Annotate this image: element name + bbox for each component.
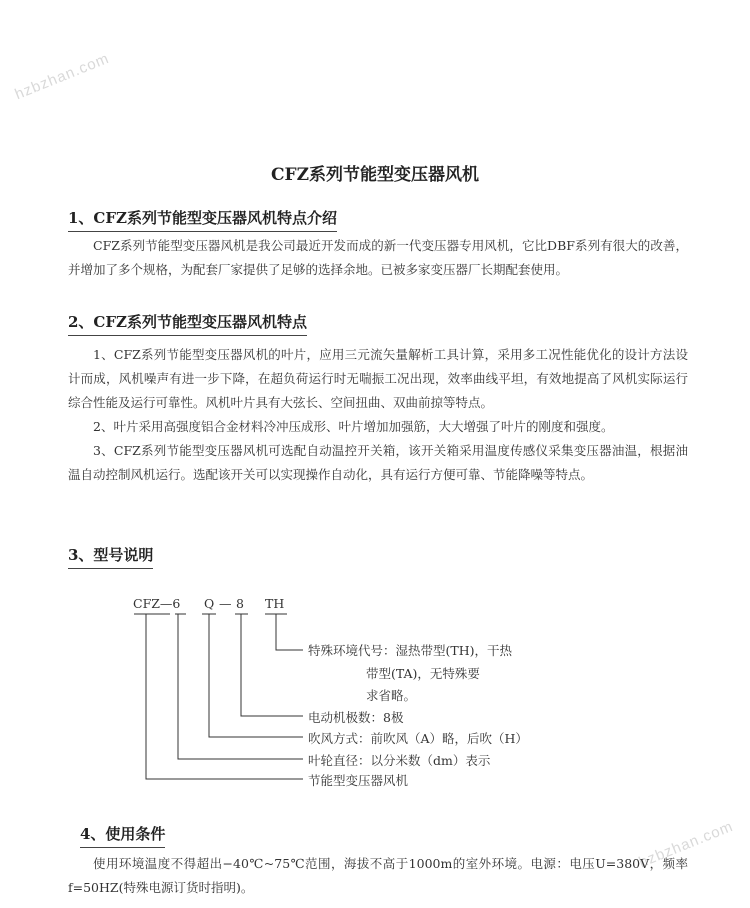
model-code-cfz6: CFZ—6 [133,596,181,611]
section-1-paragraph: CFZ系列节能型变压器风机是我公司最近开发而成的新一代变压器专用风机，它比DBF系列有很大的改善，并增加了多个规格，为配套厂家提供了足够的选择余地。已被多家变压器厂长期配套使用。 [68,238,688,277]
label-fan-type: 节能型变压器风机 [308,773,409,788]
model-code-q: Q [204,596,215,611]
watermark: hzbzhan.com [12,49,112,104]
list-item: 3、CFZ系列节能型变压器风机可选配自动温控开关箱，该开关箱采用温度传感仪采集变压器油温，根据油温自动控制风机运行。选配该开关可以实现操作自动化，具有运行方便可靠、节能降噪等特点。 [68,443,688,482]
label-special-env-2: 带型(TA)，无特殊要 [366,666,480,681]
list-item: 1、CFZ系列节能型变压器风机的叶片，应用三元流矢量解析工具计算，采用多工况性能优化的设计方法设计而成，风机噪声有进一步下降，在超负荷运行时无喘振工况出现，效率曲线平坦，有效地提高了风机实际运行综合性能及运行可靠性。风机叶片具有大弦长、空间扭曲、双曲前掠等特点。 [68,347,688,410]
model-code-8: 8 [236,596,244,611]
watermark: hzbzhan.com [636,817,736,872]
label-special-env-3: 求省略。 [366,688,417,703]
label-blow-direction: 吹风方式：前吹风（A）略，后吹（H） [308,731,528,746]
section-1-heading: 1、CFZ系列节能型变压器风机特点介绍 [68,207,337,232]
section-2-heading: 2、CFZ系列节能型变压器风机特点 [68,311,307,336]
label-impeller-diameter: 叶轮直径：以分米数（dm）表示 [308,753,491,768]
page-title: CFZ系列节能型变压器风机 [270,165,479,185]
model-code-dash: — [219,596,232,611]
label-special-env: 特殊环境代号：湿热带型(TH)，干热 [308,643,512,658]
section-4-paragraph: 使用环境温度不得超出−40℃~75℃范围，海拔不高于1000m的室外环境。电源：电压U=380V，频率f=50HZ(特殊电源订货时指明)。 [68,856,688,895]
section-4-heading: 4、使用条件 [80,823,165,848]
list-item: 2、叶片采用高强度铝合金材料冷冲压成形、叶片增加加强筋，大大增强了叶片的刚度和强度。 [93,419,614,434]
label-motor-poles: 电动机极数：8极 [308,710,404,725]
model-code-th: TH [265,596,285,611]
section-3-heading: 3、型号说明 [68,544,153,569]
